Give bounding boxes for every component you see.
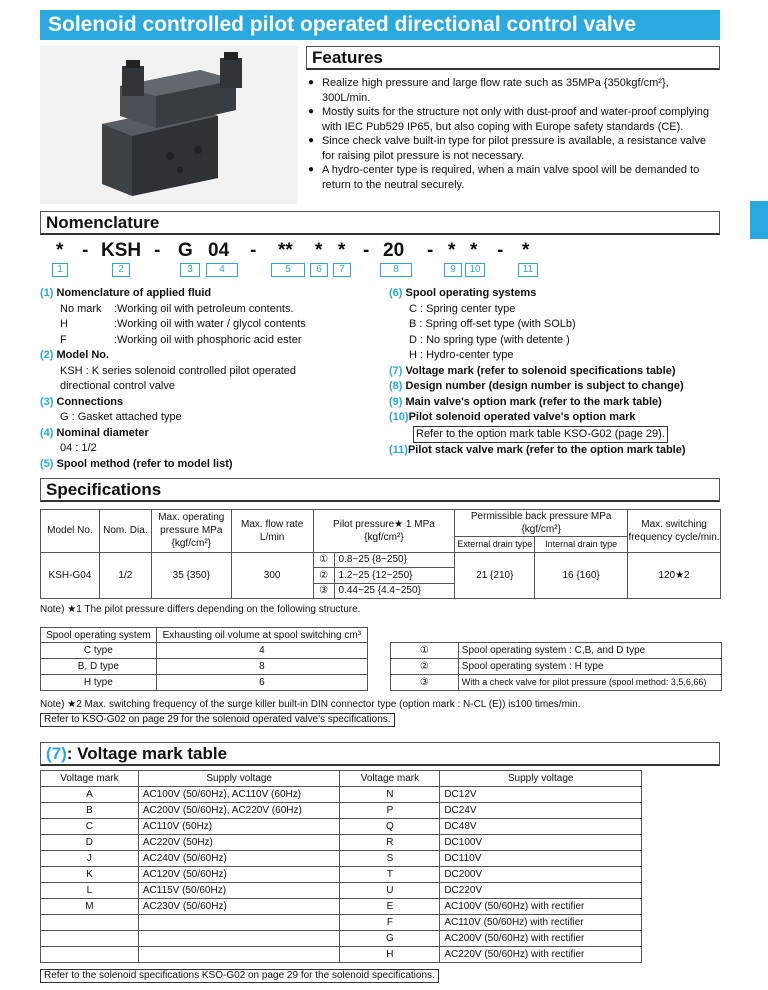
item-text: H : Hydro-center type (409, 349, 514, 361)
table-row (41, 803, 642, 819)
cell-oil-volume: 8 (156, 659, 367, 675)
item-number: (7) (46, 744, 67, 763)
cell-mark: A (41, 787, 139, 803)
code-number-box: 11 (518, 263, 538, 277)
code-part: - (250, 240, 257, 261)
item-number: (3) (40, 395, 54, 408)
item-heading: Main valve's option mark (refer to the mark table) (405, 395, 662, 408)
nomenclature-right (389, 286, 729, 459)
cell-oil-volume: 6 (156, 675, 367, 691)
cell-mark: S (340, 851, 440, 867)
cell-supply: AC115V (50/60Hz) (138, 883, 340, 899)
code-part: - (497, 240, 504, 261)
cell-pilot-value: 1.2~25 {12~250} (334, 568, 455, 584)
item-heading: Connections (56, 395, 124, 408)
cell-model: KSH-G04 (41, 552, 100, 599)
feature-item: ● Since check valve built-in type for pilot pressure is available, a resistance valve for raising pilot pressure is not necessary. (306, 134, 718, 163)
header-model: Model No. (41, 510, 100, 553)
table-row (41, 835, 642, 851)
item-number: (7) (389, 364, 403, 377)
item-number: (2) (40, 349, 54, 361)
cell-supply: AC220V (50/60Hz) with rectifier (440, 947, 642, 963)
cell-supply: DC12V (440, 787, 642, 803)
cell-supply (138, 947, 340, 963)
code-part: - (363, 240, 370, 261)
item-heading: Voltage mark (refer to solenoid specifications table) (405, 364, 676, 377)
code-number-box: 10 (465, 263, 485, 277)
item-number: (5) (40, 457, 54, 470)
voltage-table (40, 770, 642, 963)
header-internal-drain: Internal drain type (535, 537, 628, 553)
cell-spool-type: C type (41, 643, 157, 659)
valve-photo (40, 46, 298, 204)
header-voltage-mark: Voltage mark (41, 771, 139, 787)
header-supply-voltage: Supply voltage (138, 771, 340, 787)
header-max-flow: Max. flow rate L/min (231, 510, 313, 553)
cell-oil-volume: 4 (156, 643, 367, 659)
cell-supply: DC200V (440, 867, 642, 883)
table-row (41, 787, 642, 803)
features-list (306, 76, 718, 192)
cell-mark: H (340, 947, 440, 963)
item-number: (8) (389, 380, 403, 392)
specifications-table (40, 509, 721, 599)
cell-pilot-marker: ① (391, 643, 459, 659)
cell-pilot-structure: Spool operating system : H type (458, 659, 721, 675)
cell-supply (138, 931, 340, 947)
code-part: * (315, 240, 323, 261)
cell-pilot-marker: ③ (313, 583, 334, 599)
reference-note: Refer to KSO-G02 on page 29 for the solenoid operated valve's specifications. (40, 713, 395, 727)
fluid-key: F (60, 333, 67, 346)
specifications-heading: Specifications (40, 478, 720, 502)
cell-mark (41, 947, 139, 963)
code-part: * (338, 240, 346, 261)
cell-spool-type: H type (41, 675, 157, 691)
code-number-box: 5 (271, 263, 305, 277)
table-row (41, 915, 642, 931)
cell-supply: DC110V (440, 851, 642, 867)
fluid-value: :Working oil with petroleum contents. (114, 302, 294, 315)
item-heading: Pilot stack valve mark (refer to the option mark table) (407, 444, 686, 456)
item-text: KSH : K series solenoid controlled pilot operated (60, 364, 297, 377)
code-part: - (82, 240, 89, 261)
cell-supply: DC48V (440, 819, 642, 835)
cell-mark: M (41, 899, 139, 915)
table-row (41, 867, 642, 883)
cell-supply: AC230V (50/60Hz) (138, 899, 340, 915)
header-max-pressure: Max. operating pressure MPa {kgf/cm²} (151, 510, 231, 553)
cell-mark: E (340, 899, 440, 915)
header-external-drain: External drain type (455, 537, 535, 553)
cell-supply: AC100V (50/60Hz), AC110V (60Hz) (138, 787, 340, 803)
cell-supply: AC220V (50Hz) (138, 835, 340, 851)
cell-mark: J (41, 851, 139, 867)
nomenclature-heading: Nomenclature (40, 211, 720, 235)
header-supply-voltage: Supply voltage (440, 771, 642, 787)
cell-mark: K (41, 867, 139, 883)
cell-supply: AC200V (50/60Hz), AC220V (60Hz) (138, 803, 340, 819)
cell-mark (41, 931, 139, 947)
voltage-heading-text: : Voltage mark table (66, 744, 228, 763)
page-title: Solenoid controlled pilot operated directional control valve (40, 10, 720, 40)
cell-mark: T (340, 867, 440, 883)
code-number-box: 7 (333, 263, 351, 277)
table-row (41, 819, 642, 835)
item-number: (10) (389, 411, 409, 423)
header-pilot-pressure: Pilot pressure★ 1 MPa {kgf/cm²} (313, 510, 455, 553)
table-row (41, 931, 642, 947)
item-heading: Nominal diameter (56, 426, 149, 439)
header-nominal-diameter: Nom. Dia. (99, 510, 151, 553)
cell-mark: D (41, 835, 139, 851)
header-voltage-mark: Voltage mark (340, 771, 440, 787)
cell-mark: U (340, 883, 440, 899)
cell-mark: Q (340, 819, 440, 835)
item-heading: Nomenclature of applied fluid (56, 287, 212, 299)
code-part: KSH (101, 240, 142, 261)
cell-supply: AC110V (50/60Hz) with rectifier (440, 915, 642, 931)
code-number-box: 4 (206, 263, 238, 277)
features-heading: Features (306, 46, 720, 70)
table-row (41, 883, 642, 899)
cell-mark: B (41, 803, 139, 819)
item-heading: Pilot solenoid operated valve's option mark (408, 411, 636, 423)
item-heading: Design number (design number is subject to change) (405, 380, 684, 392)
code-part: * (56, 240, 64, 261)
header-spool-system: Spool operating system (41, 628, 157, 643)
header-switching-frequency: Max. switching frequency cycle/min. (628, 510, 721, 553)
cell-pilot-structure: With a check valve for pilot pressure (spool method: 3,5,6,66) (458, 675, 721, 691)
code-part: * (522, 240, 530, 261)
nomenclature-left (40, 286, 380, 472)
item-text: C : Spring center type (409, 302, 516, 315)
item-text: D : No spring type (with detente ) (409, 333, 570, 346)
code-number-box: 6 (310, 263, 328, 277)
code-part: * (448, 240, 456, 261)
cell-supply (138, 915, 340, 931)
cell-internal-drain: 16 {160} (535, 552, 628, 599)
cell-mark: P (340, 803, 440, 819)
code-part: G (178, 240, 193, 261)
cell-pilot-marker: ② (391, 659, 459, 675)
cell-mark: L (41, 883, 139, 899)
side-tab-marker (750, 201, 768, 239)
cell-mark: R (340, 835, 440, 851)
note-switching-frequency: Note) ★2 Max. switching frequency of the surge killer built-in DIN connector type (option mark : N-CL (E)) is100 times/min. (40, 699, 581, 710)
cell-supply: DC24V (440, 803, 642, 819)
cell-pressure: 35 {350} (151, 552, 231, 599)
code-number-box: 1 (52, 263, 68, 277)
table-row (41, 899, 642, 915)
item-number: (4) (40, 426, 54, 439)
header-oil-volume: Exhausting oil volume at spool switching cm³ (156, 628, 367, 643)
cell-mark: G (340, 931, 440, 947)
code-part: ** (278, 240, 293, 261)
cell-supply: AC200V (50/60Hz) with rectifier (440, 931, 642, 947)
code-number-box: 3 (180, 263, 200, 277)
code-part: 04 (208, 240, 230, 261)
item-number: (1) (40, 287, 54, 299)
item-heading: Spool method (refer to model list) (56, 457, 233, 470)
fluid-value: :Working oil with water / glycol contents (114, 318, 306, 330)
cell-mark (41, 915, 139, 931)
item-text: 04 : 1/2 (60, 442, 97, 454)
cell-supply: AC240V (50/60Hz) (138, 851, 340, 867)
feature-item: ● Mostly suits for the structure not only with dust-proof and water-proof complying with IEC Pub529 IP65, but also coping with Europe safety standards (CE). (306, 105, 718, 134)
voltage-heading (40, 742, 720, 766)
cell-mark: N (340, 787, 440, 803)
code-number-box: 9 (444, 263, 462, 277)
table-row (41, 851, 642, 867)
cell-flow: 300 (231, 552, 313, 599)
code-part: - (427, 240, 434, 261)
fluid-key: No mark (60, 302, 102, 315)
cell-mark: F (340, 915, 440, 931)
solenoid-reference-note: Refer to the solenoid specifications KSO-G02 on page 29 for the solenoid specifications. (40, 969, 439, 983)
item-number: (9) (389, 395, 403, 408)
cell-mark: C (41, 819, 139, 835)
cell-supply: DC220V (440, 883, 642, 899)
option-reference: Refer to the option mark table KSO-G02 (page 29). (413, 426, 668, 444)
cell-spool-type: B, D type (41, 659, 157, 675)
code-part: 20 (383, 240, 405, 261)
table-row (41, 947, 642, 963)
item-text: G : Gasket attached type (60, 411, 182, 423)
cell-switching: 120★2 (628, 552, 721, 599)
code-number-box: 8 (380, 263, 412, 277)
cell-supply: AC100V (50/60Hz) with rectifier (440, 899, 642, 915)
cell-supply: AC110V (50Hz) (138, 819, 340, 835)
item-number: (6) (389, 287, 403, 299)
header-back-pressure: Permissible back pressure MPa {kgf/cm²} (455, 510, 628, 537)
code-part: - (154, 240, 161, 261)
cell-supply: DC100V (440, 835, 642, 851)
item-heading: Spool operating systems (405, 287, 537, 299)
cell-pilot-marker: ② (313, 568, 334, 584)
feature-item: ● A hydro-center type is required, when a main valve spool will be demanded to return to the neutral securely. (306, 163, 718, 192)
cell-pilot-structure: Spool operating system : C,B, and D type (458, 643, 721, 659)
item-heading: Model No. (56, 349, 110, 361)
fluid-key: H (60, 318, 68, 330)
cell-pilot-value: 0.44~25 {4.4~250} (334, 583, 455, 599)
item-text: directional control valve (60, 380, 175, 392)
fluid-value: :Working oil with phosphoric acid ester (114, 333, 302, 346)
spool-oil-table (40, 627, 368, 691)
cell-pilot-marker: ③ (391, 675, 459, 691)
item-text: B : Spring off-set type (with SOLb) (409, 318, 576, 330)
cell-diameter: 1/2 (99, 552, 151, 599)
cell-external-drain: 21 {210} (455, 552, 535, 599)
cell-pilot-marker: ① (313, 552, 334, 568)
pilot-structure-table (390, 642, 722, 691)
cell-supply: AC120V (50/60Hz) (138, 867, 340, 883)
note-pilot-pressure: Note) ★1 The pilot pressure differs depending on the following structure. (40, 604, 361, 615)
model-code (0, 240, 768, 262)
item-number: (11) (389, 444, 408, 456)
code-part: * (470, 240, 478, 261)
code-number-box: 2 (112, 263, 130, 277)
cell-pilot-value: 0.8~25 {8~250} (334, 552, 455, 568)
feature-item: ● Realize high pressure and large flow rate such as 35MPa {350kgf/cm²}, 300L/min. (306, 76, 718, 105)
